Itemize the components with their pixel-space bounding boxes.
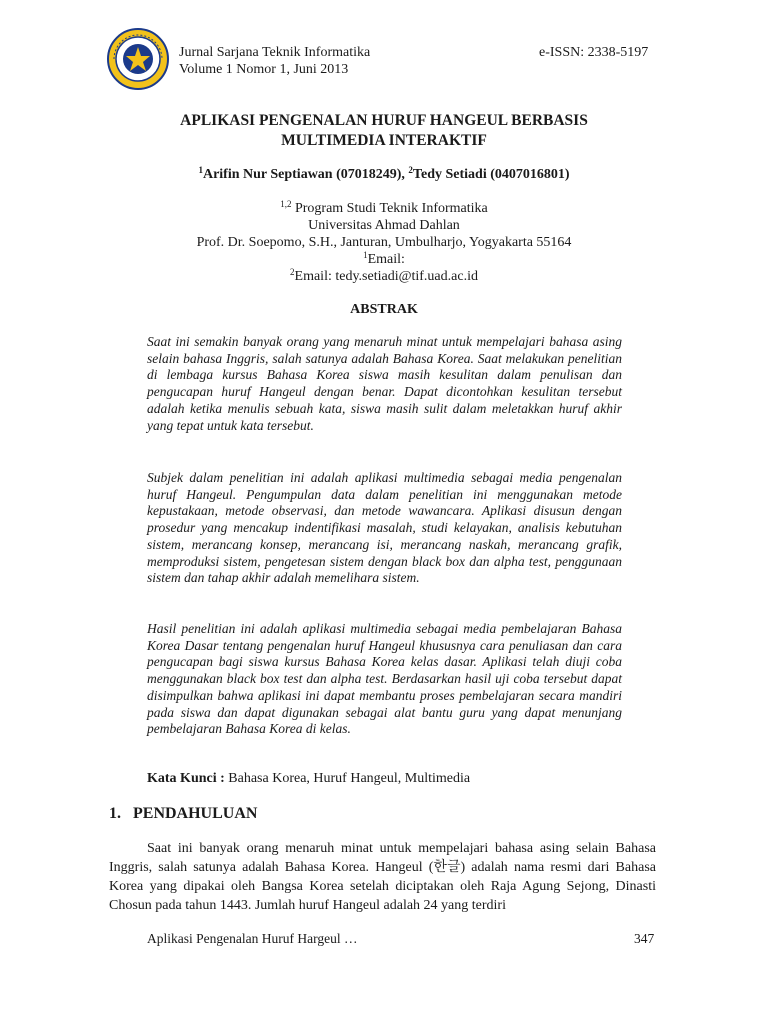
- running-title: Aplikasi Pengenalan Huruf Hargeul …: [147, 931, 358, 946]
- section-heading: 1. PENDAHULUAN: [109, 805, 258, 822]
- affil-program-text: Program Studi Teknik Informatika: [291, 201, 488, 216]
- keywords-label: Kata Kunci :: [147, 771, 229, 786]
- author2: Tedy Setiadi (0407016801): [412, 167, 570, 182]
- affiliation-program: [60, 200, 708, 218]
- paper-title-line1: APLIKASI PENGENALAN HURUF HANGEUL BERBASIS: [180, 112, 588, 129]
- abstract-paragraph-2: Subjek dalam penelitian ini adalah aplikasi multimedia sebagai media pengenalan huruf Hangeul. Pengumpulan data dalam penelitian ini menggunakan metode kepustakaan, metode observasi, dan metode wawancara. Aplikasi disusun dengan prosedur yang mencakup indentifikasi masalah, studi kelayakan, analisis kebutuhan sistem, merancang konsep, merancang isi, merancang naskah, merancang grafik, memproduksi sistem, pengetesan sistem dengan black box dan alpha test, penggunaan sistem dan tahap akhir adalah memelihara sistem.: [147, 470, 622, 586]
- abstract-paragraph-1: Saat ini semakin banyak orang yang menaruh minat untuk mempelajari bahasa asing selain bahasa Inggris, salah satunya adalah Bahasa Korea. Saat melakukan penelitian di lembaga kursus Bahasa Korea siswa masih kesulitan dalam penulisan dan pengucapan huruf Hangeul dengan benar. Dapat dicontohkan kesulitan tersebut adalah ketika menulis sebuah kata, siswa masih sulit dalam meletakkan huruf akhir yang tepat untuk kata tersebut.: [147, 334, 622, 433]
- affiliation-university: Universitas Ahmad Dahlan: [308, 218, 460, 233]
- email-2: [60, 268, 708, 286]
- affiliation-address: Prof. Dr. Soepomo, S.H., Janturan, Umbulharjo, Yogyakarta 55164: [196, 235, 572, 250]
- email2-text: Email: tedy.setiadi@tif.uad.ac.id: [294, 269, 478, 284]
- journal-volume: Volume 1 Nomor 1, Juni 2013: [179, 62, 349, 77]
- keywords: [147, 771, 470, 787]
- abstract-heading: ABSTRAK: [350, 302, 418, 317]
- email2-sup: 2: [290, 267, 295, 277]
- paper-title-line2: MULTIMEDIA INTERAKTIF: [281, 132, 487, 149]
- section-paragraph: Saat ini banyak orang menaruh minat untuk mempelajari bahasa asing selain Bahasa Inggris, salah satunya adalah Bahasa Korea. Hangeul (한글) adalah nama resmi dari Bahasa Korea yang dipakai oleh Bangsa Korea setelah diciptakan oleh Raja Agung Sejong, Dinasti Chosun pada tahun 1443. Jumlah huruf Hangeul adalah 24 yang terdiri: [109, 841, 656, 913]
- page-number: 347: [634, 931, 655, 946]
- paper-authors: [60, 166, 708, 184]
- abstract-paragraph-3: Hasil penelitian ini adalah aplikasi multimedia sebagai media pembelajaran Bahasa Korea Dasar tentang pengenalan huruf Hangeul khususnya cara penuliasan dan cara pengucapan bagi siswa kursus Bahasa Korea kelas dasar. Aplikasi telah diuji coba menggunakan black box test dan alpha test. Berdasarkan hasil uji coba tersebut dapat disimpulkan bahwa aplikasi ini dapat membantu proses pembelajaran secara mandiri pada siswa dan dapat digunakan sebagai alat bantu guru yang dapat menunjang pembelajaran Bahasa Korea di kelas.: [147, 621, 622, 737]
- email-1: [60, 251, 708, 269]
- author2-sup: 2: [408, 165, 413, 175]
- journal-logo: [106, 27, 170, 91]
- journal-name: Jurnal Sarjana Teknik Informatika: [179, 45, 371, 60]
- university-seal-icon: [106, 27, 170, 91]
- author1-sup: 1: [198, 165, 203, 175]
- author1: Arifin Nur Septiawan (07018249),: [202, 167, 409, 182]
- keywords-text: Bahasa Korea, Huruf Hangeul, Multimedia: [228, 771, 471, 786]
- affil-sup: 1,2: [280, 199, 292, 209]
- email1-sup: 1: [363, 250, 368, 260]
- journal-issn: e-ISSN: 2338-5197: [539, 45, 649, 60]
- email1-text: Email:: [367, 252, 405, 267]
